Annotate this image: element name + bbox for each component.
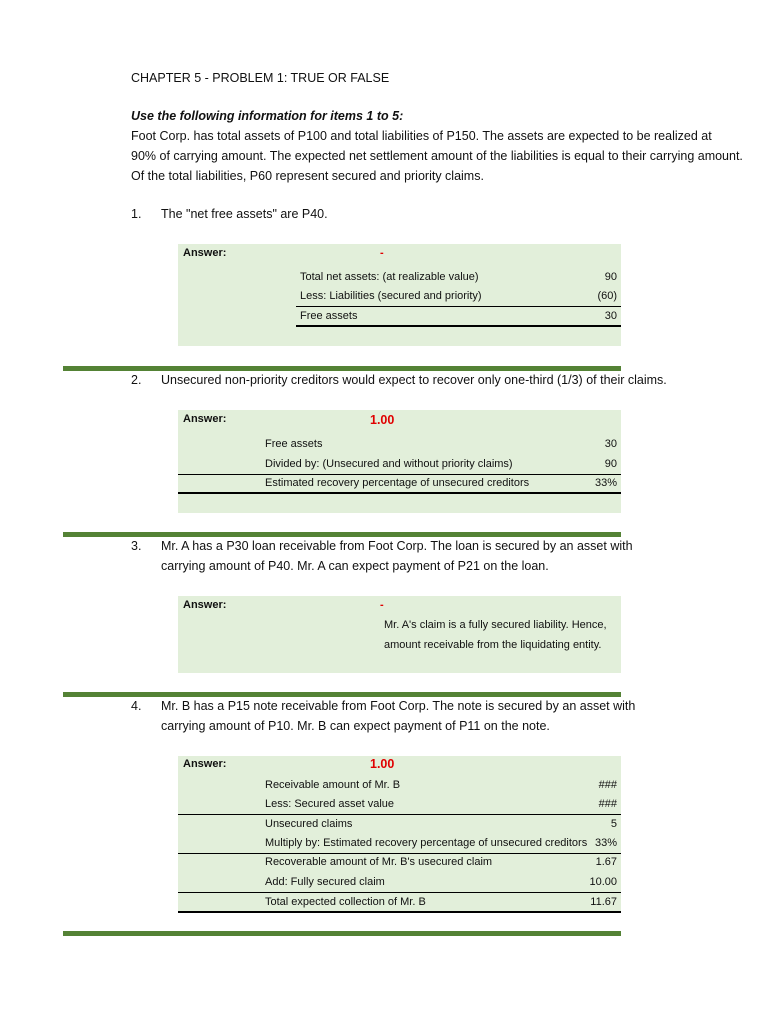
answer-value: 1.00 <box>370 757 395 771</box>
calc-value: ### <box>598 798 617 810</box>
section-divider <box>63 366 621 371</box>
answer-value: - <box>380 599 384 611</box>
explanation-line: amount receivable from the liquidating entity. <box>384 639 602 651</box>
answer-value: - <box>380 247 384 259</box>
intro-line: Foot Corp. has total assets of P100 and total liabilities of P150. The assets are expected to be realized at <box>131 129 712 143</box>
subtotal-rule <box>178 853 621 854</box>
answer-label: Answer: <box>183 247 227 259</box>
calc-label: Multiply by: Estimated recovery percentage of unsecured creditors <box>265 837 588 849</box>
item-number: 1. <box>131 207 142 221</box>
calc-label: Less: Secured asset value <box>265 798 395 810</box>
answer-label: Answer: <box>183 413 227 425</box>
subtotal-rule <box>296 306 621 307</box>
item-question: carrying amount of P10. Mr. B can expect payment of P11 on the note. <box>161 719 550 733</box>
calc-value: 5 <box>610 818 617 830</box>
explanation-line: Mr. A's claim is a fully secured liability. Hence, <box>384 619 607 631</box>
calc-value: 30 <box>604 438 617 450</box>
total-rule <box>178 492 621 494</box>
item-question: Mr. B has a P15 note receivable from Foot Corp. The note is secured by an asset with <box>161 699 636 713</box>
calc-value: (60) <box>597 290 617 302</box>
calc-value: ### <box>598 779 617 791</box>
item-question: carrying amount of P40. Mr. A can expect payment of P21 on the loan. <box>161 559 549 573</box>
item-number: 2. <box>131 373 142 387</box>
section-divider <box>63 532 621 537</box>
item-number: 3. <box>131 539 142 553</box>
intro-line: 90% of carrying amount. The expected net settlement amount of the liabilities is equal to their carrying amount. <box>131 149 743 163</box>
calc-label: Recoverable amount of Mr. B's usecured claim <box>265 856 493 868</box>
calc-label: Add: Fully secured claim <box>265 876 385 888</box>
calc-value: 90 <box>604 271 617 283</box>
calc-label: Free assets <box>300 310 358 322</box>
subtotal-rule <box>178 814 621 815</box>
subtotal-rule <box>178 892 621 893</box>
calc-value: 11.67 <box>590 896 617 908</box>
calc-value: 90 <box>604 458 617 470</box>
calc-label: Total net assets: (at realizable value) <box>300 271 479 283</box>
item-question: Unsecured non-priority creditors would expect to recover only one-third (1/3) of their claims. <box>161 373 667 387</box>
calc-label: Less: Liabilities (secured and priority) <box>300 290 482 302</box>
answer-label: Answer: <box>183 758 227 770</box>
total-rule <box>178 911 621 913</box>
item-question: Mr. A has a P30 loan receivable from Foot Corp. The loan is secured by an asset with <box>161 539 633 553</box>
intro-line: Of the total liabilities, P60 represent secured and priority claims. <box>131 169 484 183</box>
calc-label: Receivable amount of Mr. B <box>265 779 401 791</box>
calc-value: 33% <box>594 477 617 489</box>
intro-heading: Use the following information for items 1 to 5: <box>131 109 404 123</box>
section-divider <box>63 692 621 697</box>
calc-value: 30 <box>604 310 617 322</box>
total-rule <box>296 325 621 327</box>
calc-label: Total expected collection of Mr. B <box>265 896 426 908</box>
calc-label: Divided by: (Unsecured and without priority claims) <box>265 458 513 470</box>
calc-value: 1.67 <box>595 856 617 868</box>
chapter-title: CHAPTER 5 - PROBLEM 1: TRUE OR FALSE <box>131 71 390 85</box>
calc-value: 33% <box>594 837 617 849</box>
answer-label: Answer: <box>183 599 227 611</box>
item-question: The "net free assets" are P40. <box>161 207 328 221</box>
answer-value: 1.00 <box>370 413 395 427</box>
section-divider <box>63 931 621 936</box>
answer-box <box>178 596 621 673</box>
item-number: 4. <box>131 699 142 713</box>
calc-label: Estimated recovery percentage of unsecured creditors <box>265 477 530 489</box>
calc-label: Free assets <box>265 438 323 450</box>
subtotal-rule <box>178 474 621 475</box>
calc-value: 10.00 <box>589 876 617 888</box>
calc-label: Unsecured claims <box>265 818 353 830</box>
